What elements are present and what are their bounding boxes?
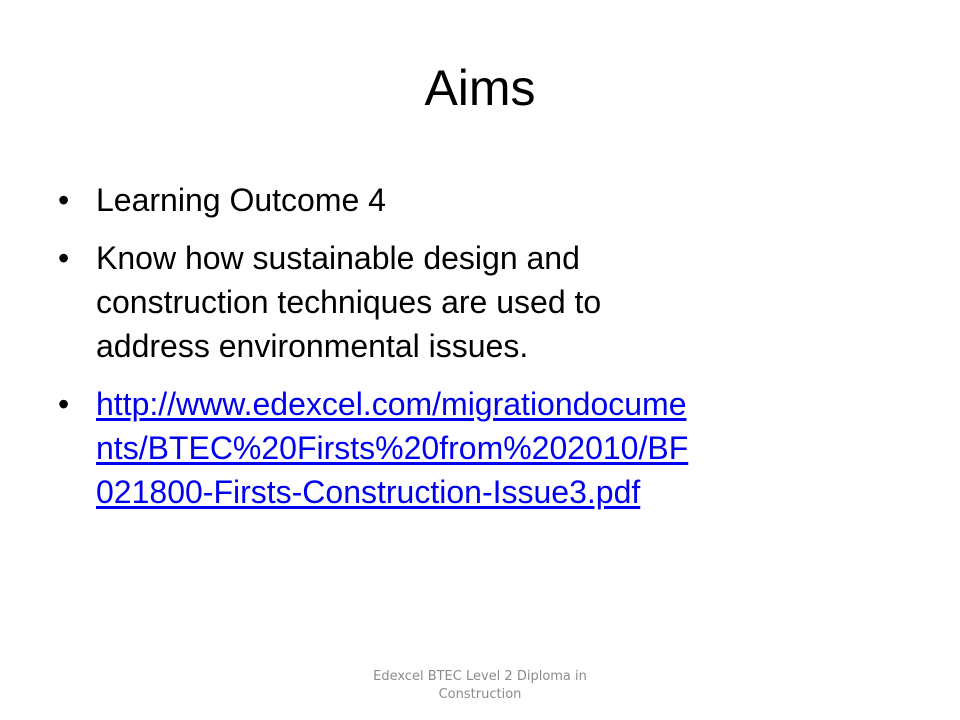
footer-line: Construction <box>438 687 522 702</box>
bullet-line: Know how sustainable design and <box>96 240 580 276</box>
footer-line: Edexcel BTEC Level 2 Diploma in <box>373 669 587 684</box>
bullet-line: construction techniques are used to <box>96 284 602 320</box>
link-line[interactable]: 021800-Firsts-Construction-Issue3.pdf <box>96 474 641 510</box>
link-line[interactable]: http://www.edexcel.com/migrationdocume <box>96 386 687 422</box>
bullet-learning-outcome <box>58 178 898 222</box>
bullet-text <box>96 236 898 368</box>
edexcel-document-link[interactable] <box>96 382 898 514</box>
bullet-icon: • <box>58 386 70 422</box>
bullet-link-item <box>58 382 898 514</box>
bullet-icon: • <box>58 240 70 276</box>
bullet-know-how <box>58 236 898 368</box>
bullet-icon: • <box>58 182 70 218</box>
slide-title: Aims <box>424 60 536 116</box>
bullet-list <box>58 178 898 528</box>
link-line[interactable]: nts/BTEC%20Firsts%20from%202010/BF <box>96 430 689 466</box>
bullet-line: address environmental issues. <box>96 328 529 364</box>
bullet-text <box>96 178 898 222</box>
slide-footer <box>330 668 630 704</box>
bullet-line: Learning Outcome 4 <box>96 182 386 218</box>
